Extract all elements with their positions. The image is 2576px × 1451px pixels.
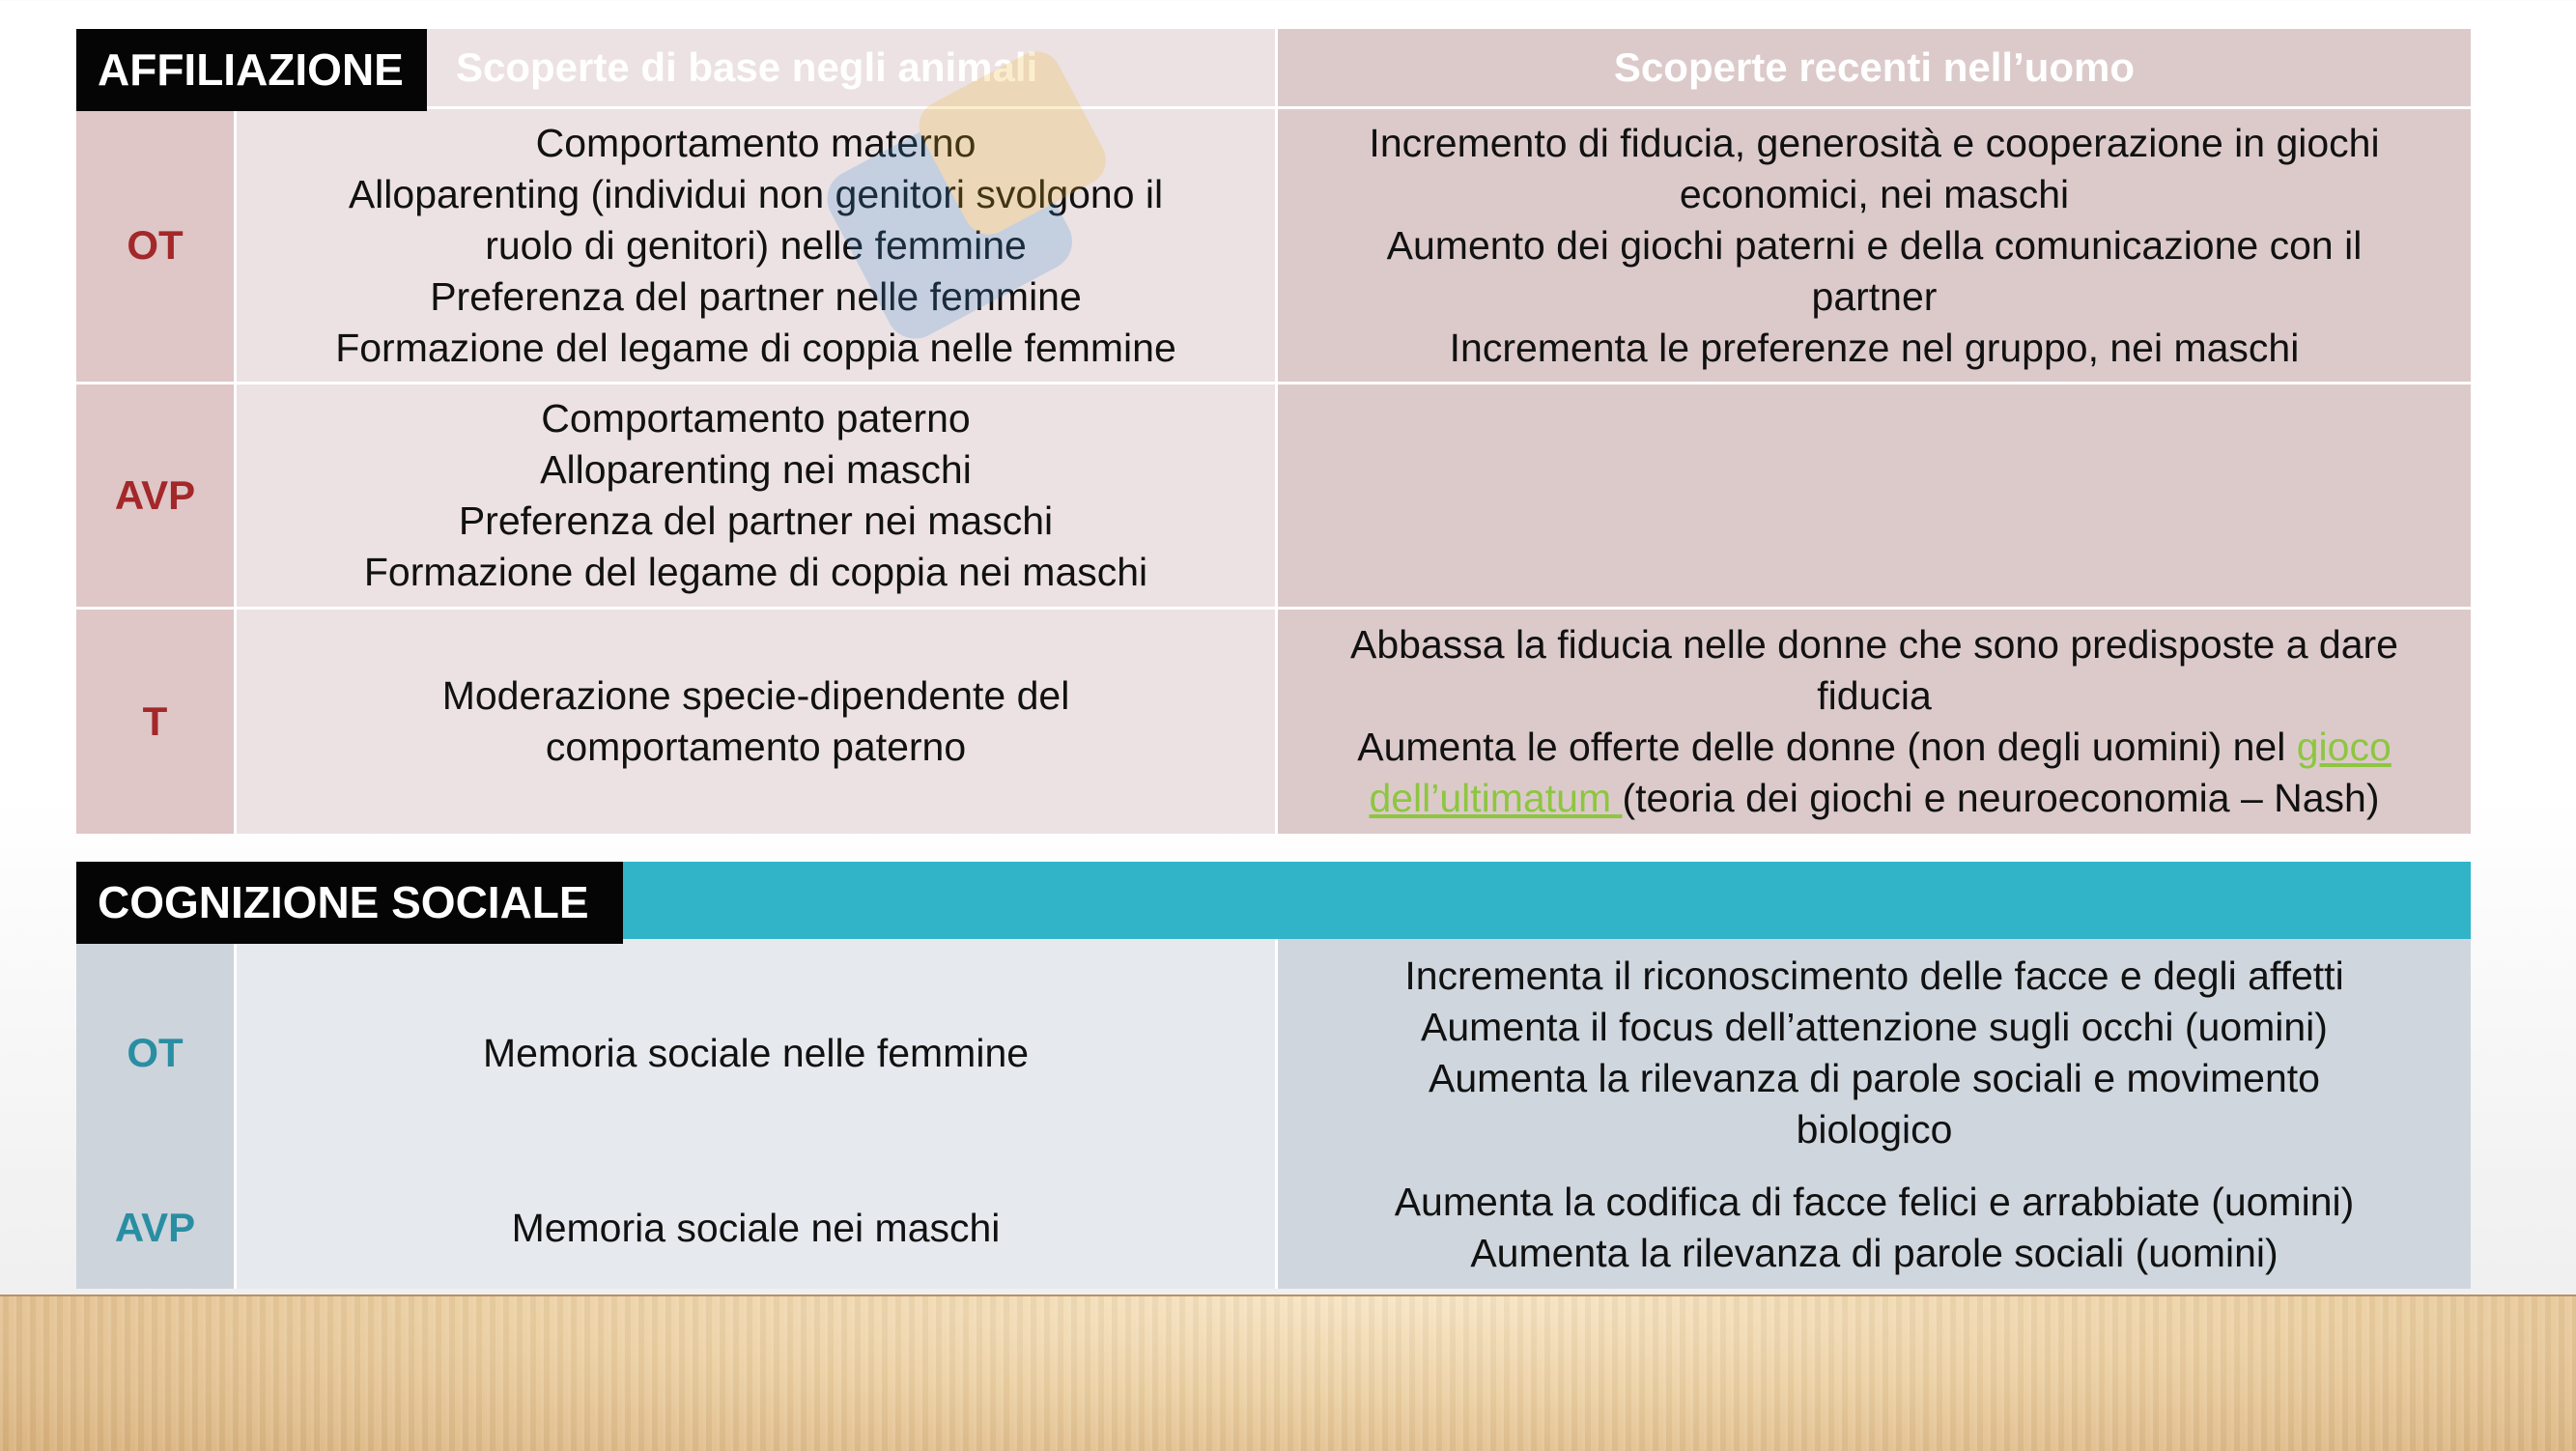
cell-line: ruolo di genitori) nelle femmine	[485, 222, 1027, 268]
cell-line: Formazione del legame di coppia nei maschi	[363, 550, 1148, 594]
row-label-t: T	[76, 610, 234, 834]
cell-line: Moderazione specie-dipendente del	[441, 673, 1070, 718]
cognizione-header	[76, 862, 2471, 939]
cell-text: Aumenta le offerte delle donne (non degli uomini) nel	[1357, 725, 2297, 769]
cognizione-sociale-table	[76, 862, 2471, 1289]
cell-line: Aumenta la codifica di facce felici e arrabbiate (uomini)	[1394, 1180, 2355, 1224]
ultimatum-game-link-continued[interactable]: dell’ultimatum	[1369, 776, 1623, 820]
cell-line: Abbassa la fiducia nelle donne che sono predisposte a dare	[1350, 622, 2398, 667]
table-row-avp	[76, 1167, 2471, 1289]
t-humans-cell	[1275, 610, 2471, 834]
affiliazione-table	[76, 29, 2471, 834]
ot-humans-cell	[1275, 939, 2471, 1167]
cell-line: Alloparenting (individui non genitori svolgono il	[348, 171, 1164, 216]
cell-line: partner	[1811, 273, 1938, 319]
cell-line: Memoria sociale nelle femmine	[482, 1030, 1030, 1075]
cell-line: Aumenta la rilevanza di parole sociali e movimento	[1429, 1056, 2320, 1100]
cell-line: Aumento dei giochi paterni e della comunicazione con il	[1386, 222, 2363, 268]
table-row-ot	[76, 106, 2471, 382]
cell-line-with-link	[1350, 722, 2398, 773]
cell-line: Aumenta il focus dell’attenzione sugli occhi (uomini)	[1421, 1005, 2328, 1049]
header-basic-findings-animals: Scoperte di base negli animali	[427, 29, 1349, 106]
ultimatum-game-link[interactable]: gioco	[2296, 725, 2392, 769]
cell-line: Comportamento materno	[535, 120, 977, 165]
table-row-t	[76, 607, 2471, 834]
cell-line: Comportamento paterno	[541, 396, 971, 441]
cell-line: fiducia	[1817, 673, 1932, 718]
row-label-ot: OT	[76, 939, 234, 1167]
cell-line: Aumenta la rilevanza di parole sociali (uomini)	[1470, 1231, 2279, 1275]
avp-humans-cell-empty	[1275, 384, 2471, 607]
row-label-ot: OT	[76, 109, 234, 382]
cognizione-title: COGNIZIONE SOCIALE	[76, 862, 623, 944]
avp-animals-cell	[234, 384, 1275, 607]
cell-line: Incrementa il riconoscimento delle facce e degli affetti	[1404, 953, 2344, 998]
avp-animals-cell	[234, 1167, 1275, 1289]
wooden-floor-background	[0, 1295, 2576, 1451]
row-label-avp: AVP	[76, 384, 234, 607]
cell-line: Alloparenting nei maschi	[540, 447, 972, 492]
avp-humans-cell	[1275, 1167, 2471, 1289]
affiliazione-header	[76, 29, 2471, 106]
header-recent-findings-humans: Scoperte recenti nell’uomo	[1275, 29, 2471, 106]
table-row-avp	[76, 382, 2471, 607]
cell-line: biologico	[1796, 1107, 1953, 1152]
cell-text: (teoria dei giochi e neuroeconomia – Nash)	[1622, 776, 2380, 820]
ot-humans-cell	[1275, 109, 2471, 382]
cell-line: Incrementa le preferenze nel gruppo, nei maschi	[1449, 325, 2300, 370]
ot-animals-cell	[234, 939, 1275, 1167]
affiliazione-title: AFFILIAZIONE	[76, 29, 427, 111]
row-label-avp: AVP	[76, 1167, 234, 1289]
cell-line: economici, nei maschi	[1679, 171, 2070, 216]
cell-line: Preferenza del partner nei maschi	[458, 498, 1054, 543]
cell-line: Formazione del legame di coppia nelle femmine	[335, 325, 1176, 370]
table-row-ot	[76, 939, 2471, 1167]
cell-line: Preferenza del partner nelle femmine	[430, 273, 1082, 319]
ot-animals-cell	[234, 109, 1275, 382]
cell-line: comportamento paterno	[545, 725, 967, 769]
cell-line: Memoria sociale nei maschi	[511, 1205, 1001, 1250]
cell-line: Incremento di fiducia, generosità e cooperazione in giochi	[1369, 120, 2380, 165]
t-animals-cell	[234, 610, 1275, 834]
cell-line-with-link	[1350, 773, 2398, 824]
